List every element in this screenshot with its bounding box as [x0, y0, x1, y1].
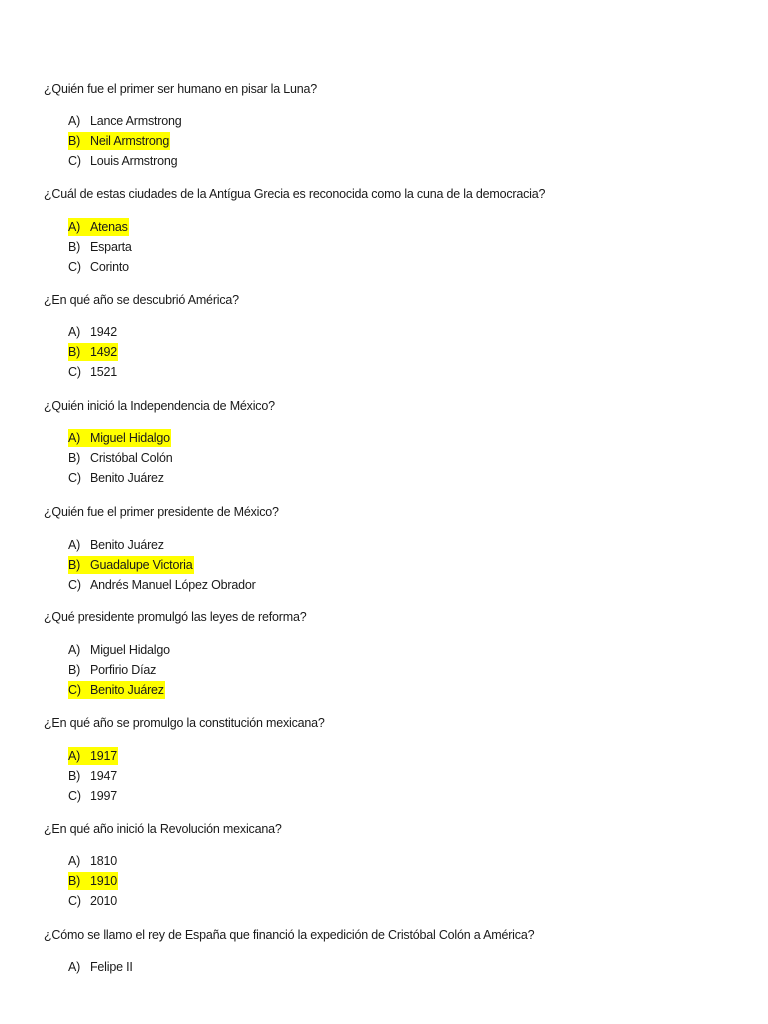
option-letter: B)	[68, 769, 81, 783]
option-4a-correct	[68, 429, 173, 449]
option-letter: C)	[68, 894, 81, 908]
option-7c	[68, 787, 118, 807]
option-8b-correct	[68, 872, 118, 892]
option-3a	[68, 323, 118, 343]
option-3c	[68, 363, 118, 383]
option-letter: C)	[68, 154, 81, 168]
option-1c	[68, 152, 183, 172]
option-text: Corinto	[90, 260, 129, 274]
options-7	[68, 747, 118, 807]
options-3	[68, 323, 118, 383]
options-4	[68, 429, 173, 489]
options-5	[68, 536, 257, 596]
option-letter: C)	[68, 260, 81, 274]
option-text: 2010	[90, 894, 118, 908]
option-5c	[68, 576, 257, 596]
option-text: 1492	[90, 345, 118, 359]
option-1b-correct	[68, 132, 183, 152]
option-4c	[68, 469, 173, 489]
question-2: ¿Cuál de estas ciudades de la Antígua Grecia es reconocida como la cuna de la democracia?	[44, 187, 546, 201]
option-9a	[68, 958, 134, 978]
option-text: 1810	[90, 854, 118, 868]
option-2c	[68, 258, 133, 278]
option-text: 1521	[90, 365, 118, 379]
options-8	[68, 852, 118, 912]
question-8: ¿En qué año inició la Revolución mexicana?	[44, 822, 282, 836]
option-text: Cristóbal Colón	[90, 451, 173, 465]
option-text: 1997	[90, 789, 118, 803]
option-letter: B)	[68, 558, 81, 572]
options-9	[68, 958, 134, 978]
option-letter: B)	[68, 345, 81, 359]
option-7a-correct	[68, 747, 118, 767]
option-2b	[68, 238, 133, 258]
question-9: ¿Cómo se llamo el rey de España que financió la expedición de Cristóbal Colón a América?	[44, 928, 535, 942]
option-text: 1910	[90, 874, 118, 888]
option-letter: A)	[68, 960, 81, 974]
question-5: ¿Quién fue el primer presidente de México?	[44, 505, 279, 519]
option-letter: C)	[68, 683, 81, 697]
option-text: 1917	[90, 749, 118, 763]
option-text: Atenas	[90, 220, 128, 234]
option-8a	[68, 852, 118, 872]
question-3: ¿En qué año se descubrió América?	[44, 293, 239, 307]
options-2	[68, 218, 133, 278]
option-text: Porfirio Díaz	[90, 663, 157, 677]
option-text: Felipe II	[90, 960, 133, 974]
option-6a	[68, 641, 171, 661]
option-letter: A)	[68, 431, 81, 445]
option-8c	[68, 892, 118, 912]
option-letter: A)	[68, 854, 81, 868]
option-letter: B)	[68, 451, 81, 465]
option-letter: B)	[68, 663, 81, 677]
option-text: 1942	[90, 325, 118, 339]
option-text: 1947	[90, 769, 118, 783]
option-letter: C)	[68, 471, 81, 485]
option-4b	[68, 449, 173, 469]
option-6c-correct	[68, 681, 171, 701]
option-text: Andrés Manuel López Obrador	[90, 578, 256, 592]
option-letter: A)	[68, 114, 81, 128]
option-letter: B)	[68, 874, 81, 888]
option-1a	[68, 112, 183, 132]
option-letter: C)	[68, 578, 81, 592]
options-1	[68, 112, 183, 172]
option-5a	[68, 536, 257, 556]
option-6b	[68, 661, 171, 681]
option-text: Neil Armstrong	[90, 134, 170, 148]
question-4: ¿Quién inició la Independencia de México?	[44, 399, 275, 413]
option-3b-correct	[68, 343, 118, 363]
option-text: Guadalupe Victoria	[90, 558, 193, 572]
question-1: ¿Quién fue el primer ser humano en pisar la Luna?	[44, 82, 317, 96]
option-text: Miguel Hidalgo	[90, 431, 170, 445]
option-text: Miguel Hidalgo	[90, 643, 170, 657]
option-letter: B)	[68, 240, 81, 254]
option-text: Benito Juárez	[90, 538, 164, 552]
option-5b-correct	[68, 556, 257, 576]
option-letter: C)	[68, 365, 81, 379]
option-letter: A)	[68, 325, 81, 339]
option-7b	[68, 767, 118, 787]
question-6: ¿Qué presidente promulgó las leyes de reforma?	[44, 610, 307, 624]
question-7: ¿En qué año se promulgo la constitución mexicana?	[44, 716, 325, 730]
options-6	[68, 641, 171, 701]
option-text: Benito Juárez	[90, 471, 164, 485]
option-letter: B)	[68, 134, 81, 148]
option-2a-correct	[68, 218, 133, 238]
option-letter: A)	[68, 220, 81, 234]
option-text: Benito Juárez	[90, 683, 164, 697]
option-letter: A)	[68, 749, 81, 763]
option-text: Esparta	[90, 240, 132, 254]
option-letter: A)	[68, 643, 81, 657]
option-letter: C)	[68, 789, 81, 803]
option-letter: A)	[68, 538, 81, 552]
option-text: Lance Armstrong	[90, 114, 182, 128]
option-text: Louis Armstrong	[90, 154, 178, 168]
